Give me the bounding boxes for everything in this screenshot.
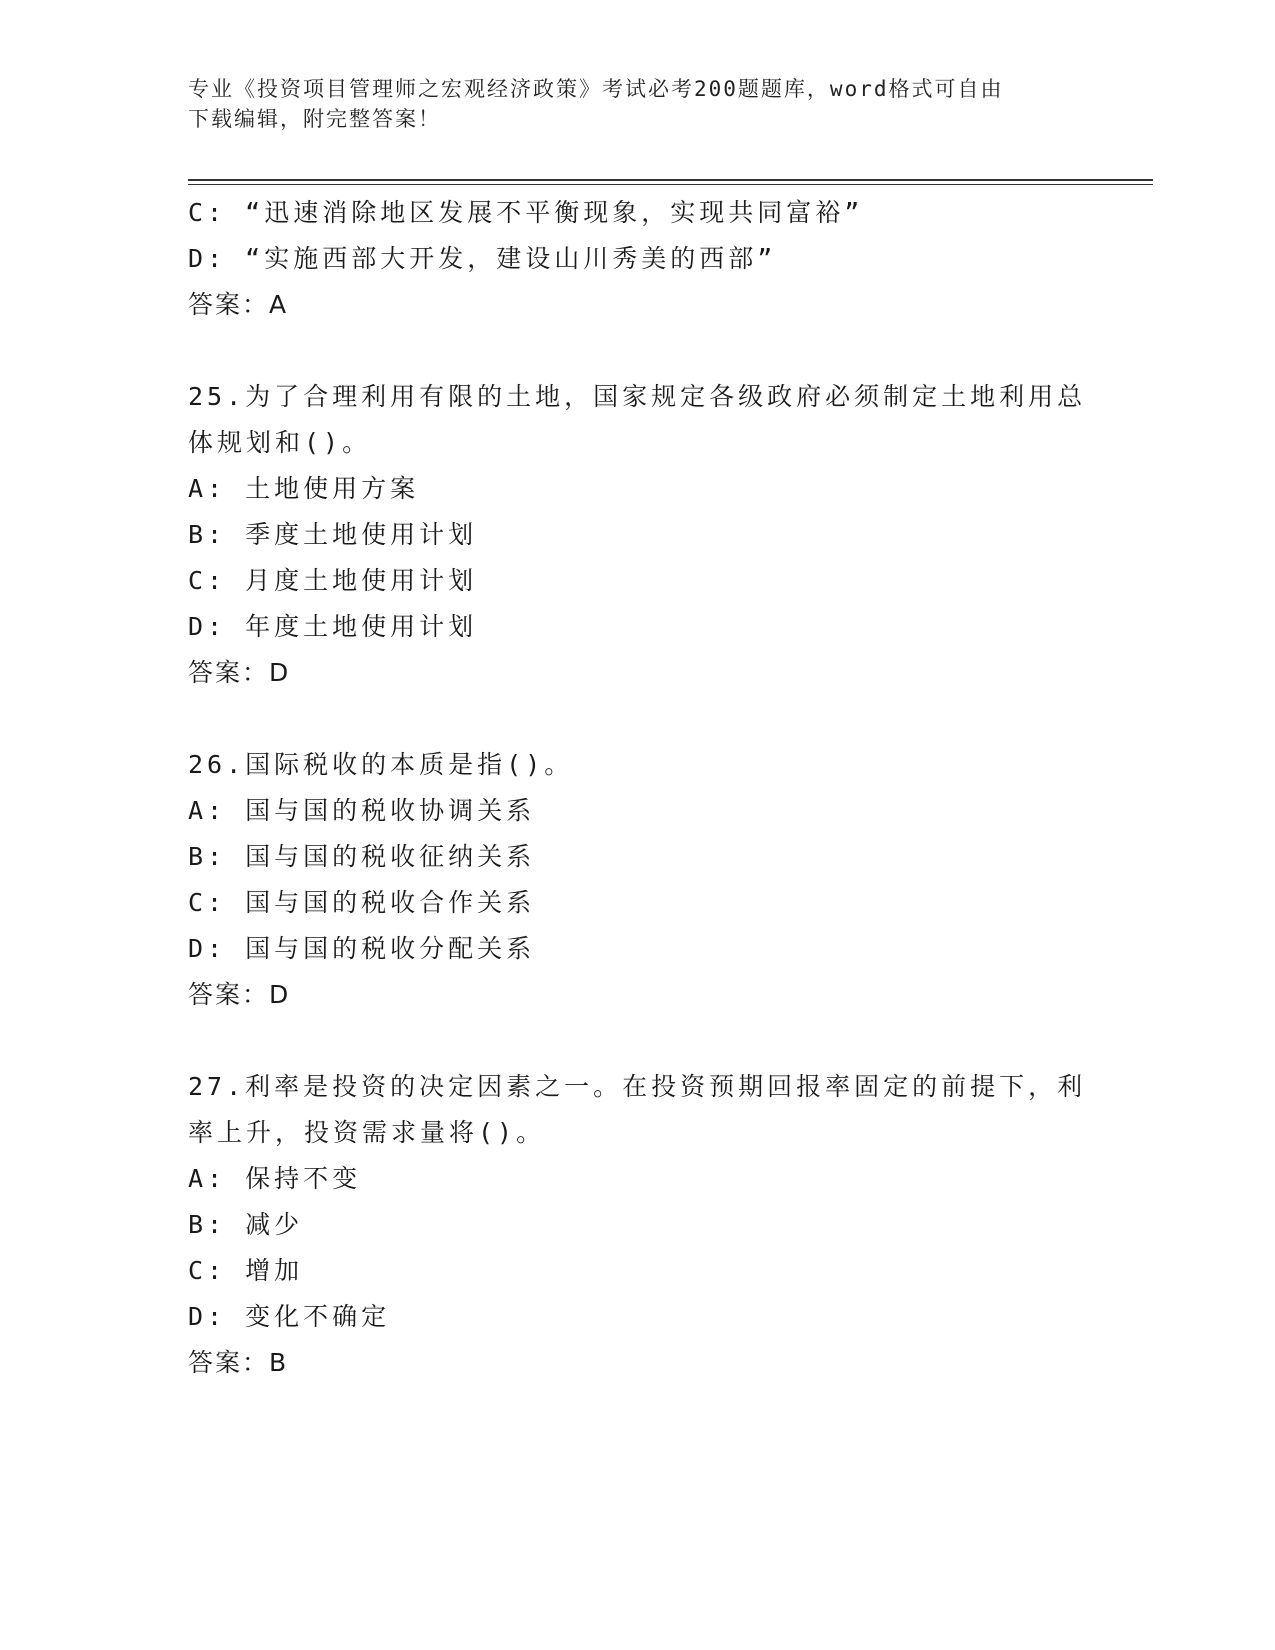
question-content bbox=[188, 190, 1088, 1386]
question-stem: 体规划和()。 bbox=[188, 428, 372, 457]
question-24-continued bbox=[188, 190, 1088, 328]
question-26 bbox=[188, 742, 1088, 1018]
option-d: D: 国与国的税收分配关系 bbox=[188, 934, 536, 963]
question-stem: 25.为了合理利用有限的土地，国家规定各级政府必须制定土地利用总 bbox=[188, 382, 1087, 411]
header-line-2: 下载编辑，附完整答案！ bbox=[188, 107, 441, 131]
option-a: A: 国与国的税收协调关系 bbox=[188, 796, 536, 825]
option-c: C: “迅速消除地区发展不平衡现象，实现共同富裕” bbox=[188, 198, 864, 227]
option-d: D: “实施西部大开发，建设山川秀美的西部” bbox=[188, 244, 777, 273]
spacer bbox=[188, 1018, 1088, 1064]
option-b: B: 季度土地使用计划 bbox=[188, 520, 478, 549]
question-27 bbox=[188, 1064, 1088, 1386]
option-a: A: 保持不变 bbox=[188, 1164, 362, 1193]
option-b: B: 国与国的税收征纳关系 bbox=[188, 842, 536, 871]
question-25 bbox=[188, 374, 1088, 696]
option-d: D: 年度土地使用计划 bbox=[188, 612, 478, 641]
header-line-1: 专业《投资项目管理师之宏观经济政策》考试必考200题题库，word格式可自由 bbox=[188, 77, 1004, 101]
option-d: D: 变化不确定 bbox=[188, 1302, 391, 1331]
question-stem: 26.国际税收的本质是指()。 bbox=[188, 750, 574, 779]
spacer bbox=[188, 328, 1088, 374]
option-c: C: 月度土地使用计划 bbox=[188, 566, 478, 595]
spacer bbox=[188, 696, 1088, 742]
document-header bbox=[188, 74, 1068, 134]
header-divider-bottom bbox=[188, 184, 1153, 185]
answer-label: 答案：D bbox=[188, 658, 291, 687]
option-b: B: 减少 bbox=[188, 1210, 304, 1239]
option-c: C: 增加 bbox=[188, 1256, 304, 1285]
header-divider-top bbox=[188, 179, 1153, 181]
answer-label: 答案：D bbox=[188, 980, 291, 1009]
question-stem: 27.利率是投资的决定因素之一。在投资预期回报率固定的前提下，利 bbox=[188, 1072, 1087, 1101]
option-a: A: 土地使用方案 bbox=[188, 474, 420, 503]
question-stem: 率上升，投资需求量将()。 bbox=[188, 1118, 546, 1147]
option-c: C: 国与国的税收合作关系 bbox=[188, 888, 536, 917]
answer-label: 答案：A bbox=[188, 290, 289, 319]
answer-label: 答案：B bbox=[188, 1348, 289, 1377]
